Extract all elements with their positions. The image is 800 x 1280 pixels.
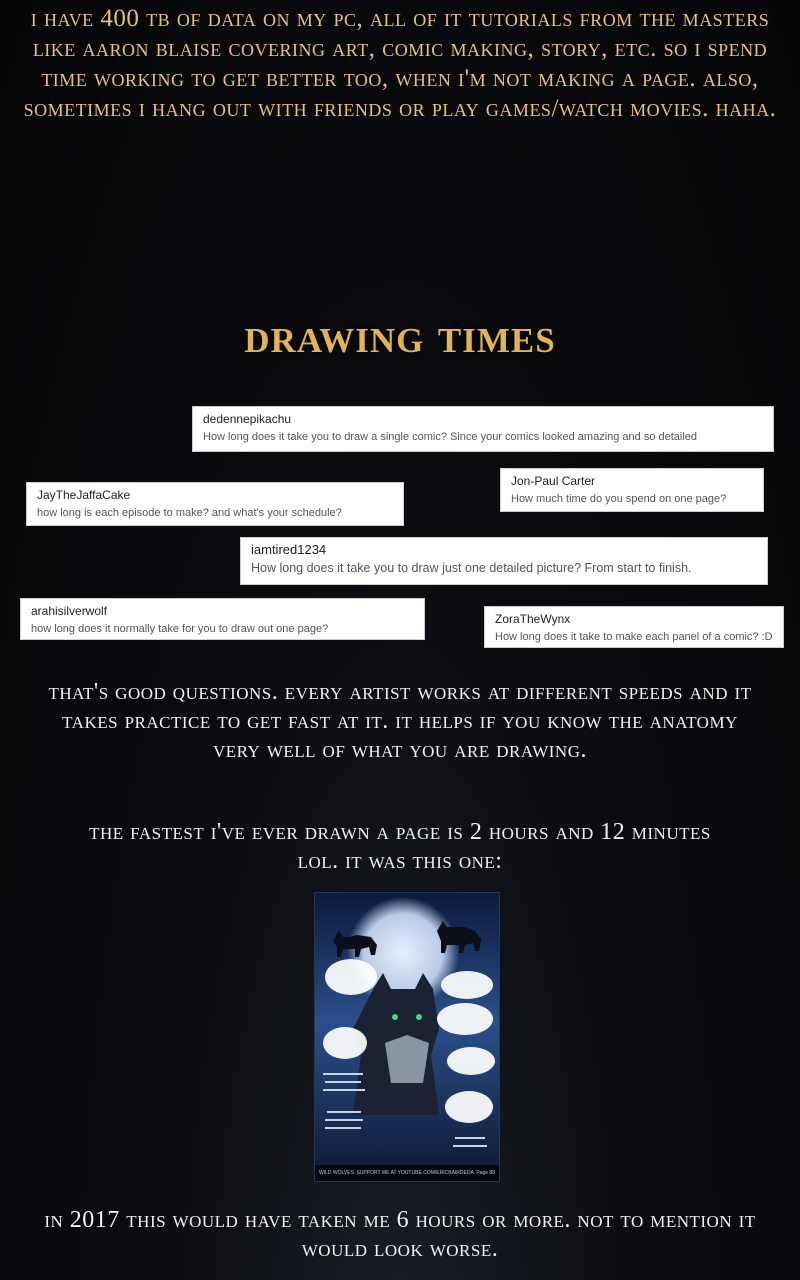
question-user: Jon-Paul Carter [511,474,596,488]
question-user: ZoraTheWynx [495,612,571,626]
question-text: How long does it take you to draw just one detailed picture? From start to finish. [251,561,692,575]
question-user: dedennepikachu [203,412,292,426]
question-text: How long does it take to make each panel of a comic? :D [495,631,773,643]
question-text: How long does it take you to draw a single comic? Since your comics looked amazing and so detailed [203,431,698,443]
question-card [192,406,774,452]
comic-page-image [314,892,500,1182]
comic-page-illustration [315,893,499,1181]
intro-paragraph: i have 400 tb of data on my pc, all of it tutorials from the masters like aaron blaise covering art, comic making, story, etc. so i spend time working to get better too, when i'm not making a page. also, sometimes i hang out with friends or play games/watch movies. haha. [23,5,777,122]
question-card [500,468,764,512]
question-user: JayTheJaffaCake [37,488,131,502]
question-user: arahisilverwolf [31,604,108,618]
closing-paragraph: in 2017 this would have taken me 6 hours or more. not to mention it would look worse. [44,1207,756,1262]
question-card [26,482,404,526]
question-card [484,606,784,648]
question-text: How much time do you spend on one page? [511,493,727,505]
comic-footer-support: SUPPORT ME AT YOUTUBE.COM/ERICBAIRDEDA [356,1170,474,1176]
comic-footer-title: WILD WOLVES [319,1170,354,1176]
question-card [20,598,425,640]
question-user: iamtired1234 [251,542,327,557]
section-title: drawing times [244,307,556,363]
question-card [240,537,768,585]
answer-paragraph: the fastest i've ever drawn a page is 2 hours and 12 minutes lol. it was this one: [89,819,711,874]
question-text: how long is each episode to make? and what's your schedule? [37,507,342,519]
question-text: how long does it normally take for you to draw out one page? [31,623,329,635]
comic-footer-page: Page 88 [476,1170,495,1176]
answer-paragraph: that's good questions. every artist works at different speeds and it takes practice to get fast at it. it helps if you know the anatomy very well of what you are drawing. [48,679,752,763]
